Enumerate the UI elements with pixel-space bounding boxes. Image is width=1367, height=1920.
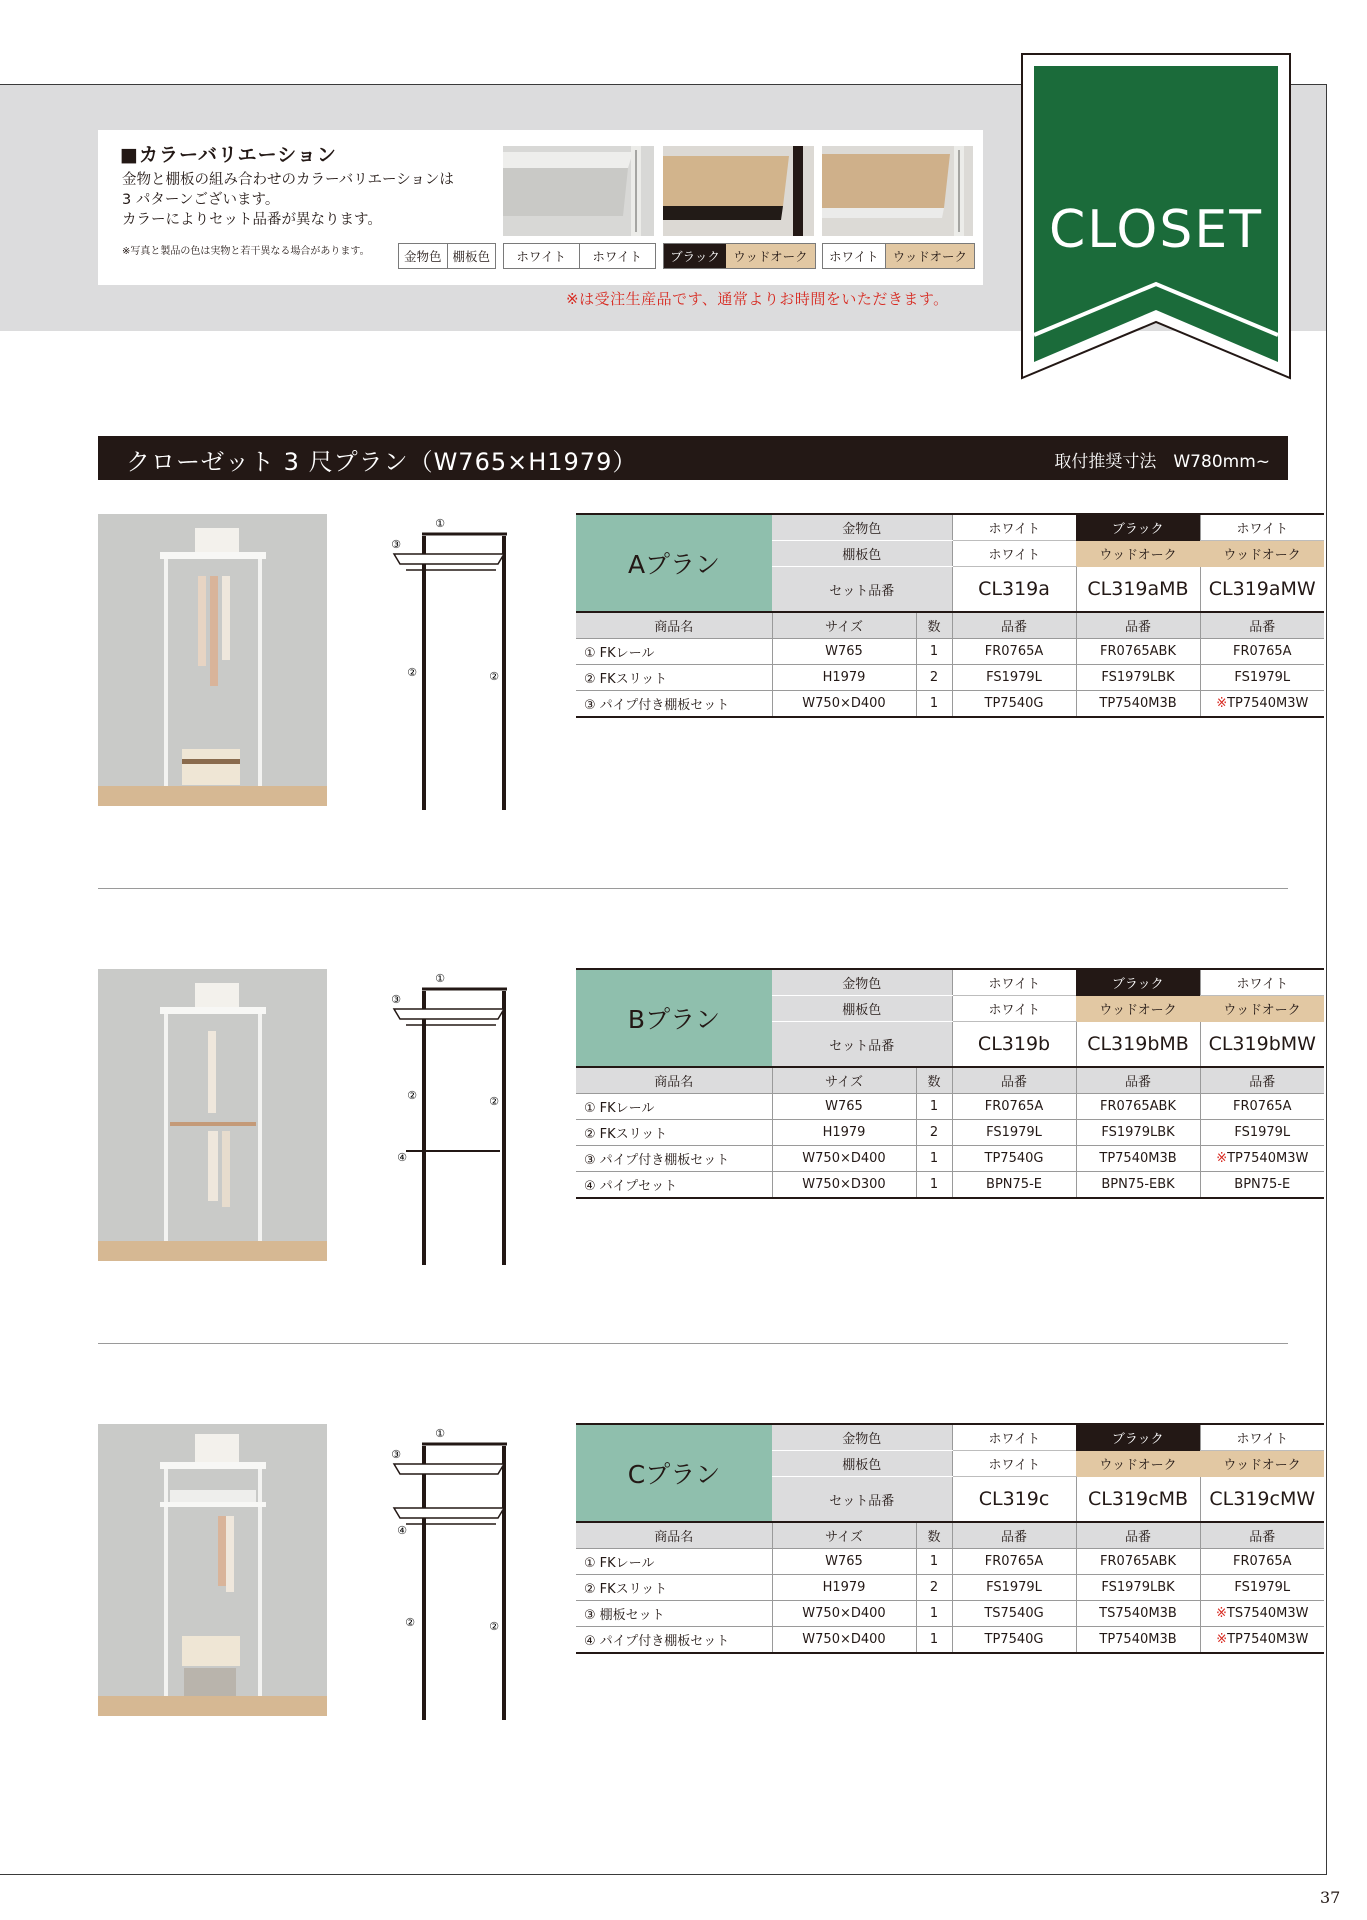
table-row — [576, 665, 1324, 691]
col-header-qty: 数 — [916, 1522, 952, 1549]
plan-name: Aプラン — [576, 514, 772, 612]
item-name: パイプ付き棚板セット — [599, 698, 730, 713]
plan-name: Bプラン — [576, 969, 772, 1067]
item-code-cell — [1076, 639, 1200, 665]
white-white-swatch-photo — [503, 146, 654, 236]
item-code-cell — [952, 1627, 1076, 1654]
callout-3: ③ — [391, 1448, 401, 1461]
item-code: BPN75-EBK — [1101, 1177, 1175, 1192]
color-variation-description — [122, 170, 482, 230]
item-name: パイプ付き棚板セット — [599, 1153, 730, 1168]
item-code: FS1979LBK — [1101, 1125, 1175, 1140]
item-code-cell — [1200, 1549, 1324, 1575]
item-code: FR0765A — [1233, 644, 1292, 659]
item-code: TP7540G — [984, 696, 1044, 711]
item-number: ① — [584, 646, 596, 661]
section-separator — [98, 1343, 1288, 1344]
item-code-cell — [1076, 1120, 1200, 1146]
item-code: FR0765A — [1233, 1554, 1292, 1569]
chip-white-white — [503, 243, 656, 269]
plan-c-diagram — [382, 1424, 512, 1724]
item-size: W750×D400 — [772, 1627, 916, 1654]
item-number: ③ — [584, 698, 596, 713]
item-code: FS1979L — [1234, 1580, 1291, 1595]
set-number-label: セット品番 — [772, 1477, 952, 1523]
item-code: BPN75-E — [1234, 1177, 1291, 1192]
item-code-cell — [1076, 1549, 1200, 1575]
metal-color-label: 金物色 — [772, 969, 952, 996]
item-code-cell — [952, 691, 1076, 718]
board-white: ホワイト — [952, 1451, 1076, 1477]
item-code-cell — [952, 665, 1076, 691]
set-number: CL319aMB — [1076, 567, 1200, 613]
item-qty: 1 — [916, 1172, 952, 1199]
item-code: TP7540G — [984, 1632, 1044, 1647]
legend-board: 棚板色 — [452, 249, 490, 264]
item-name: パイプセット — [599, 1179, 678, 1194]
chip-black-oak — [663, 243, 816, 269]
item-code: FS1979L — [986, 670, 1042, 685]
frame-line-bottom — [0, 1874, 1327, 1875]
col-header-name: 商品名 — [576, 1522, 772, 1549]
board-color-label: 棚板色 — [772, 541, 952, 567]
metal-white: ホワイト — [1200, 969, 1324, 996]
legend-metal: 金物色 — [399, 244, 448, 268]
made-to-order-mark: ※ — [1216, 1606, 1227, 1621]
set-number-label: セット品番 — [772, 567, 952, 613]
chip-board: ホワイト — [592, 249, 643, 264]
frame-line-right — [1326, 84, 1327, 1874]
item-qty: 2 — [916, 1120, 952, 1146]
item-code-cell — [1076, 1094, 1200, 1120]
col-header-code: 品番 — [1200, 1522, 1324, 1549]
recommended-width: 取付推奨寸法 W780mm~ — [1054, 452, 1270, 472]
set-number: CL319c — [952, 1477, 1076, 1523]
col-header-code: 品番 — [1200, 612, 1324, 639]
metal-black: ブラック — [1076, 1424, 1200, 1451]
item-code-cell — [952, 1549, 1076, 1575]
set-number: CL319aMW — [1200, 567, 1324, 613]
item-size: H1979 — [772, 665, 916, 691]
item-qty: 1 — [916, 639, 952, 665]
item-code: TP7540M3W — [1227, 696, 1309, 711]
item-number: ① — [584, 1556, 596, 1571]
set-number: CL319a — [952, 567, 1076, 613]
table-row — [576, 1094, 1324, 1120]
chip-metal: ブラック — [664, 244, 726, 268]
callout-2: ② — [489, 1620, 499, 1633]
item-code: TP7540M3B — [1099, 696, 1177, 711]
board-color-label: 棚板色 — [772, 1451, 952, 1477]
col-header-code: 品番 — [952, 612, 1076, 639]
col-header-qty: 数 — [916, 612, 952, 639]
item-code: FR0765A — [984, 1099, 1044, 1114]
made-to-order-notice: ※は受注生産品です、通常よりお時間をいただきます。 — [566, 290, 949, 308]
item-name-cell — [576, 665, 772, 691]
item-number: ② — [584, 1582, 596, 1597]
metal-white: ホワイト — [952, 514, 1076, 541]
item-name-cell — [576, 639, 772, 665]
item-number: ③ — [584, 1608, 596, 1623]
item-name-cell — [576, 1575, 772, 1601]
item-code: FS1979LBK — [1101, 670, 1175, 685]
item-name: パイプ付き棚板セット — [599, 1634, 730, 1649]
made-to-order-mark: ※ — [1216, 696, 1228, 711]
item-code: TS7540M3B — [1099, 1606, 1177, 1621]
item-name: FKスリット — [599, 672, 668, 687]
plan-title: クローゼット 3 尺プラン（W765×H1979） — [126, 448, 638, 476]
metal-black: ブラック — [1076, 514, 1200, 541]
item-code: TS7540G — [984, 1606, 1044, 1621]
photo-color-note: ※写真と製品の色は実物と若干異なる場合があります。 — [122, 246, 370, 257]
item-qty: 1 — [916, 691, 952, 718]
item-code-cell — [1076, 1172, 1200, 1199]
item-name: 棚板セット — [599, 1608, 665, 1623]
item-code: FR0765ABK — [1100, 1099, 1176, 1114]
item-qty: 1 — [916, 1601, 952, 1627]
item-code: TP7540M3W — [1227, 1632, 1309, 1647]
item-code-cell — [952, 1120, 1076, 1146]
set-number: CL319cMW — [1200, 1477, 1324, 1523]
desc-line: カラーによりセット品番が異なります。 — [122, 212, 382, 228]
col-header-code: 品番 — [1076, 612, 1200, 639]
board-color-label: 棚板色 — [772, 996, 952, 1022]
item-name: FKスリット — [599, 1127, 668, 1142]
board-oak: ウッドオーク — [1076, 1451, 1200, 1477]
item-code-cell — [1200, 691, 1324, 718]
table-row — [576, 1601, 1324, 1627]
plan-a-photo — [98, 514, 327, 806]
col-header-size: サイズ — [772, 1522, 916, 1549]
item-code: FS1979L — [986, 1580, 1042, 1595]
item-code: FR0765A — [984, 1554, 1044, 1569]
item-code-cell — [1200, 639, 1324, 665]
white-oak-swatch-photo — [822, 146, 973, 236]
item-name: FKレール — [599, 1101, 655, 1116]
item-code-cell — [1200, 1172, 1324, 1199]
chip-board: ウッドオーク — [726, 244, 815, 268]
section-separator — [98, 888, 1288, 889]
color-legend-chip — [398, 243, 496, 269]
board-oak: ウッドオーク — [1076, 541, 1200, 567]
item-size: W750×D400 — [772, 1601, 916, 1627]
item-name-cell — [576, 1549, 772, 1575]
table-row — [576, 691, 1324, 718]
plan-c-photo — [98, 1424, 327, 1716]
item-code: TS7540M3W — [1226, 1606, 1309, 1621]
item-qty: 1 — [916, 1627, 952, 1654]
item-code-cell — [1200, 1575, 1324, 1601]
item-name: FKスリット — [599, 1582, 668, 1597]
chip-white-oak — [822, 243, 975, 269]
item-code-cell — [1200, 1146, 1324, 1172]
item-code: BPN75-E — [986, 1177, 1042, 1192]
item-code: TP7540M3B — [1099, 1632, 1177, 1647]
metal-color-label: 金物色 — [772, 1424, 952, 1451]
callout-2: ② — [489, 1095, 499, 1108]
col-header-size: サイズ — [772, 612, 916, 639]
item-name-cell — [576, 1627, 772, 1654]
page-number: 37 — [1320, 1888, 1341, 1907]
callout-4: ④ — [397, 1524, 407, 1537]
item-code: FS1979LBK — [1101, 1580, 1175, 1595]
metal-color-label: 金物色 — [772, 514, 952, 541]
item-code-cell — [1076, 665, 1200, 691]
item-number: ④ — [584, 1179, 596, 1194]
item-name: FKレール — [599, 646, 655, 661]
black-oak-swatch-photo — [663, 146, 814, 236]
item-code: FS1979L — [986, 1125, 1042, 1140]
made-to-order-mark: ※ — [1216, 1151, 1228, 1166]
item-size: W750×D300 — [772, 1172, 916, 1199]
table-row — [576, 1549, 1324, 1575]
chip-metal: ホワイト — [823, 244, 886, 268]
plan-b-diagram — [382, 969, 512, 1269]
callout-4: ④ — [397, 1151, 407, 1164]
closet-banner — [1020, 52, 1292, 380]
item-qty: 1 — [916, 1094, 952, 1120]
col-header-name: 商品名 — [576, 612, 772, 639]
board-oak: ウッドオーク — [1076, 996, 1200, 1022]
callout-1: ① — [435, 1427, 445, 1440]
col-header-code: 品番 — [1076, 1067, 1200, 1094]
item-code: FR0765A — [984, 644, 1044, 659]
item-code-cell — [1200, 665, 1324, 691]
plan-b-photo — [98, 969, 327, 1261]
table-row — [576, 639, 1324, 665]
set-number-label: セット品番 — [772, 1022, 952, 1068]
item-name-cell — [576, 1094, 772, 1120]
col-header-size: サイズ — [772, 1067, 916, 1094]
item-size: W750×D400 — [772, 691, 916, 718]
col-header-name: 商品名 — [576, 1067, 772, 1094]
desc-line: 3 パターンございます。 — [122, 192, 280, 208]
callout-2: ② — [405, 1616, 415, 1629]
item-number: ③ — [584, 1153, 596, 1168]
metal-white: ホワイト — [952, 969, 1076, 996]
item-name: FKレール — [599, 1556, 655, 1571]
banner-text: CLOSET — [1049, 200, 1263, 260]
board-oak: ウッドオーク — [1200, 1451, 1324, 1477]
plan-a-diagram — [382, 514, 512, 814]
chip-board: ウッドオーク — [886, 244, 974, 268]
metal-white: ホワイト — [1200, 514, 1324, 541]
col-header-code: 品番 — [952, 1522, 1076, 1549]
set-number: CL319bMW — [1200, 1022, 1324, 1068]
item-qty: 1 — [916, 1549, 952, 1575]
color-variation-title: ■カラーバリエーション — [120, 144, 337, 166]
item-number: ② — [584, 672, 596, 687]
board-oak: ウッドオーク — [1200, 541, 1324, 567]
board-oak: ウッドオーク — [1200, 996, 1324, 1022]
callout-1: ① — [435, 972, 445, 985]
item-code: TP7540M3W — [1227, 1151, 1309, 1166]
col-header-qty: 数 — [916, 1067, 952, 1094]
item-code-cell — [952, 1146, 1076, 1172]
table-row — [576, 1120, 1324, 1146]
table-row — [576, 1172, 1324, 1199]
col-header-code: 品番 — [952, 1067, 1076, 1094]
callout-3: ③ — [391, 538, 401, 551]
plan-name: Cプラン — [576, 1424, 772, 1522]
item-name-cell — [576, 691, 772, 718]
item-code-cell — [1200, 1601, 1324, 1627]
plan-title-bar — [98, 436, 1288, 480]
item-name-cell — [576, 1601, 772, 1627]
item-code-cell — [1076, 1601, 1200, 1627]
item-code: TP7540M3B — [1099, 1151, 1177, 1166]
made-to-order-mark: ※ — [1216, 1632, 1228, 1647]
item-code: FS1979L — [1234, 670, 1291, 685]
item-code-cell — [1076, 1627, 1200, 1654]
item-code-cell — [952, 1094, 1076, 1120]
item-size: W750×D400 — [772, 1146, 916, 1172]
item-qty: 1 — [916, 1146, 952, 1172]
chip-metal: ホワイト — [504, 244, 580, 268]
item-size: W765 — [772, 1549, 916, 1575]
set-number: CL319b — [952, 1022, 1076, 1068]
item-code-cell — [1200, 1120, 1324, 1146]
item-code-cell — [952, 1575, 1076, 1601]
item-code-cell — [1076, 691, 1200, 718]
item-code-cell — [1076, 1575, 1200, 1601]
item-code-cell — [1076, 1146, 1200, 1172]
item-name-cell — [576, 1120, 772, 1146]
callout-2: ② — [489, 670, 499, 683]
table-row — [576, 1627, 1324, 1654]
set-number: CL319cMB — [1076, 1477, 1200, 1523]
set-number: CL319bMB — [1076, 1022, 1200, 1068]
item-code-cell — [952, 639, 1076, 665]
callout-1: ① — [435, 517, 445, 530]
metal-black: ブラック — [1076, 969, 1200, 996]
item-code: FR0765A — [1233, 1099, 1292, 1114]
plan-c-table — [576, 1423, 1324, 1654]
col-header-code: 品番 — [1200, 1067, 1324, 1094]
col-header-code: 品番 — [1076, 1522, 1200, 1549]
item-qty: 2 — [916, 1575, 952, 1601]
item-code: TP7540G — [984, 1151, 1044, 1166]
table-row — [576, 1575, 1324, 1601]
item-code-cell — [1200, 1627, 1324, 1654]
item-size: H1979 — [772, 1120, 916, 1146]
item-number: ① — [584, 1101, 596, 1116]
item-code: FS1979L — [1234, 1125, 1291, 1140]
item-code-cell — [1200, 1094, 1324, 1120]
item-code-cell — [952, 1172, 1076, 1199]
plan-a-table — [576, 513, 1324, 718]
item-name-cell — [576, 1146, 772, 1172]
callout-2: ② — [407, 666, 417, 679]
item-number: ④ — [584, 1634, 596, 1649]
item-qty: 2 — [916, 665, 952, 691]
item-code-cell — [952, 1601, 1076, 1627]
item-size: W765 — [772, 639, 916, 665]
metal-white: ホワイト — [952, 1424, 1076, 1451]
item-size: H1979 — [772, 1575, 916, 1601]
metal-white: ホワイト — [1200, 1424, 1324, 1451]
callout-2: ② — [407, 1089, 417, 1102]
plan-b-table — [576, 968, 1324, 1199]
desc-line: 金物と棚板の組み合わせのカラーバリエーションは — [122, 172, 454, 188]
callout-3: ③ — [391, 993, 401, 1006]
item-code: FR0765ABK — [1100, 1554, 1176, 1569]
item-number: ② — [584, 1127, 596, 1142]
board-white: ホワイト — [952, 996, 1076, 1022]
board-white: ホワイト — [952, 541, 1076, 567]
item-code: FR0765ABK — [1100, 644, 1176, 659]
item-name-cell — [576, 1172, 772, 1199]
table-row — [576, 1146, 1324, 1172]
item-size: W765 — [772, 1094, 916, 1120]
